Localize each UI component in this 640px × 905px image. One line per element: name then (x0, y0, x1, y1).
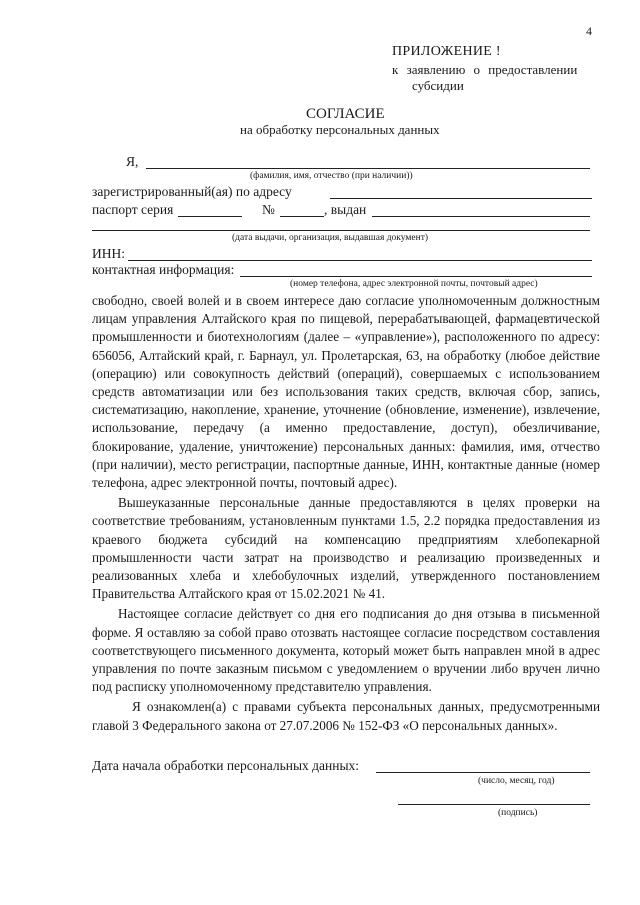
appendix-line-2: к заявлению о предоставлении (392, 62, 578, 77)
issued-label: , выдан (324, 202, 367, 217)
signature-hint: (подпись) (498, 808, 538, 818)
page-number: 4 (586, 24, 592, 38)
paragraph-validity: Настоящее согласие действует со дня его подписания до дня отзыва в письменной форме. Я оставляю за собой право отозвать настоящее согласие посредством составления соответствующего письменного документа, который может быть направлен мной в адрес управления по почте заказным письмом с уведомлением о вручении либо вручен лично под расписку уполномоченному представителю управления. (92, 606, 600, 695)
paragraph-purpose: Вышеуказанные персональные данные предоставляются в целях проверки на соответствие требованиям, установленным пунктами 1.5, 2.2 порядка предоставления из краевого бюджета субсидий на компенсацию предприятиям хлебопекарной промышленности части затрат на производство и реализацию произведенных и реализованных хлеба и хлебобулочных изделий, утвержденного постановлением Правительства Алтайского края от 15.02.2021 № 41. (92, 495, 600, 602)
contact-label: контактная информация: (92, 262, 235, 277)
date-hint: (число, месяц, год) (478, 776, 555, 786)
appendix-heading: ПРИЛОЖЕНИЕ ! (392, 44, 501, 59)
paragraph-consent: свободно, своей волей и в своем интересе даю согласие уполномоченным должностным лицам управления Алтайского края по пищевой, перерабатывающей, фармацевтической промышленности и биотехнологиям (далее – «управление»), расположенного по адресу: 656056, Алтайский край, г. Барнаул, ул. Пролетарская, 63, на обработку (любое действие (операцию) или совокупность действий (операций), совершаемых с использованием средств автоматизации или без использования таких средств, включая сбор, запись, систематизацию, накопление, хранение, уточнение (обновление, изменение), извлечение, использование, передачу (а именно предоставление, доступ), обезличивание, блокирование, удаление, уничтожение) персональных данных: фамилия, имя, отчество (при наличии), место регистрации, паспортные данные, ИНН, контактные данные (номер телефона, адрес электронной почты, почтовый адрес). (92, 293, 600, 491)
inn-field[interactable] (128, 260, 592, 261)
document-title: СОГЛАСИЕ (306, 106, 385, 122)
full-name-field[interactable] (146, 168, 590, 169)
passport-series-field[interactable] (178, 216, 242, 217)
paragraph-rights: Я ознакомлен(а) с правами субъекта персональных данных, предусмотренными главой 3 Федерального закона от 27.07.2006 № 152-ФЗ «О персональных данных». (92, 699, 600, 733)
passport-number-field[interactable] (280, 216, 324, 217)
address-field[interactable] (330, 198, 592, 199)
i-label: Я, (126, 154, 139, 169)
inn-label: ИНН: (92, 246, 125, 261)
signature-field[interactable] (398, 804, 590, 805)
passport-label: паспорт серия (92, 202, 174, 217)
issued-details-field[interactable] (92, 230, 590, 231)
document-subtitle: на обработку персональных данных (240, 122, 440, 137)
contact-hint: (номер телефона, адрес электронной почты, почтовый адрес) (290, 279, 538, 289)
passport-number-label: № (262, 202, 275, 217)
consent-body (92, 292, 600, 735)
issued-by-field[interactable] (372, 216, 590, 217)
start-date-label: Дата начала обработки персональных данных: (92, 758, 360, 773)
start-date-field[interactable] (376, 772, 590, 773)
name-hint: (фамилия, имя, отчество (при наличии)) (250, 171, 413, 181)
appendix-line-3: субсидии (412, 78, 464, 93)
registered-label: зарегистрированный(ая) по адресу (92, 184, 292, 199)
contact-field[interactable] (240, 276, 592, 277)
issued-hint: (дата выдачи, организация, выдавшая документ) (232, 233, 429, 243)
